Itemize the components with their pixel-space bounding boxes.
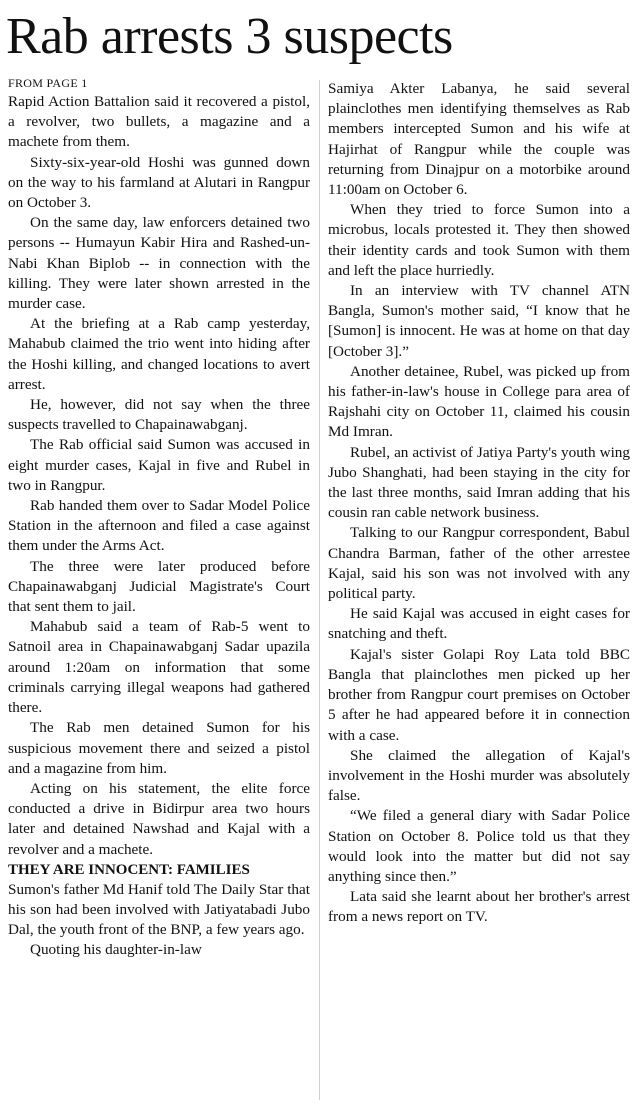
paragraph: The Rab official said Sumon was accused in eight murder cases, Kajal in five and Rubel in two in Rangpur. [8,436,310,494]
paragraph-continuation: Samiya Akter Labanya, he said several plainclothes men identifying themselves as Rab members intercepted Sumon and his wife at Hajirhat of Rangpur while the couple was returning from Dinajpur on a motorbike around 11:00am on October 6. [328,80,630,199]
paragraph: On the same day, law enforcers detained two persons -- Humayun Kabir Hira and Rashed-un-Nabi Khan Biplob -- in connection with the killing. They were later shown arrested in the murder case. [8,214,310,313]
article-column-right [328,79,630,928]
paragraph: Rapid Action Battalion said it recovered a pistol, a revolver, two bullets, a magazine and a machete from them. [8,93,310,151]
column-divider [319,80,320,1100]
paragraph: Sumon's father Md Hanif told The Daily Star that his son had been involved with Jatiyatabadi Jubo Dal, the youth front of the BNP, a few years ago. [8,880,310,939]
paragraph: Lata said she learnt about her brother's arrest from a news report on TV. [328,888,630,926]
paragraph: Sixty-six-year-old Hoshi was gunned down on the way to his farmland at Alutari in Rangpur on October 3. [8,153,310,212]
paragraph: Rab handed them over to Sadar Model Police Station in the afternoon and filed a case against them under the Arms Act. [8,497,310,555]
paragraph: He, however, did not say when the three suspects travelled to Chapainawabganj. [8,396,310,434]
paragraph: At the briefing at a Rab camp yesterday, Mahabub claimed the trio went into hiding after the Hoshi killing, and changed locations to avert arrest. [8,315,310,393]
paragraph: Kajal's sister Golapi Roy Lata told BBC Bangla that plainclothes men picked up her brother from Rangpur court premises on October 5 after he had appeared before it in connection with a case. [328,645,630,744]
paragraph: Talking to our Rangpur correspondent, Babul Chandra Barman, father of the other arrestee Kajal, said his son was not involved with any political party. [328,524,630,603]
paragraph: Acting on his statement, the elite force conducted a drive in Bidirpur area two hours later and detained Nawshad and Kajal with a revolver and a machete. [8,779,310,858]
article-column-left [8,76,310,961]
subheading: THEY ARE INNOCENT: FAMILIES [8,861,250,878]
paragraph: In an interview with TV channel ATN Bangla, Sumon's mother said, “I know that he [Sumon] is innocent. He was at home on that day [October 3].” [328,282,630,360]
paragraph: The Rab men detained Sumon for his suspicious movement there and seized a pistol and a magazine from him. [8,719,310,777]
paragraph: Quoting his daughter-in-law [30,941,202,959]
paragraph: Another detainee, Rubel, was picked up from his father-in-law's house in College para area of Rajshahi city on October 11, claimed his cousin Md Imran. [328,362,630,441]
paragraph: He said Kajal was accused in eight cases for snatching and theft. [328,605,630,643]
headline: Rab arrests 3 suspects [6,8,453,65]
paragraph: Rubel, an activist of Jatiya Party's youth wing Jubo Shanghati, had been staying in the city for the last three months, said Imran adding that his cousin ran cable network business. [328,443,630,522]
paragraph: She claimed the allegation of Kajal's involvement in the Hoshi murder was absolutely false. [328,746,630,805]
paragraph: The three were later produced before Chapainawabganj Judicial Magistrate's Court that sent them to jail. [8,557,310,616]
paragraph: Mahabub said a team of Rab-5 went to Satnoil area in Chapainawabganj Sadar upazila around 1:20am on information that some criminals carrying illegal weapons had gathered there. [8,618,310,717]
kicker: FROM PAGE 1 [8,76,88,90]
paragraph: When they tried to force Sumon into a microbus, locals protested it. They then showed their identity cards and took Sumon with them and left the place hurriedly. [328,201,630,279]
paragraph: “We filed a general diary with Sadar Police Station on October 8. Police told us that they would look into the matter but did not say anything since then.” [328,807,630,885]
